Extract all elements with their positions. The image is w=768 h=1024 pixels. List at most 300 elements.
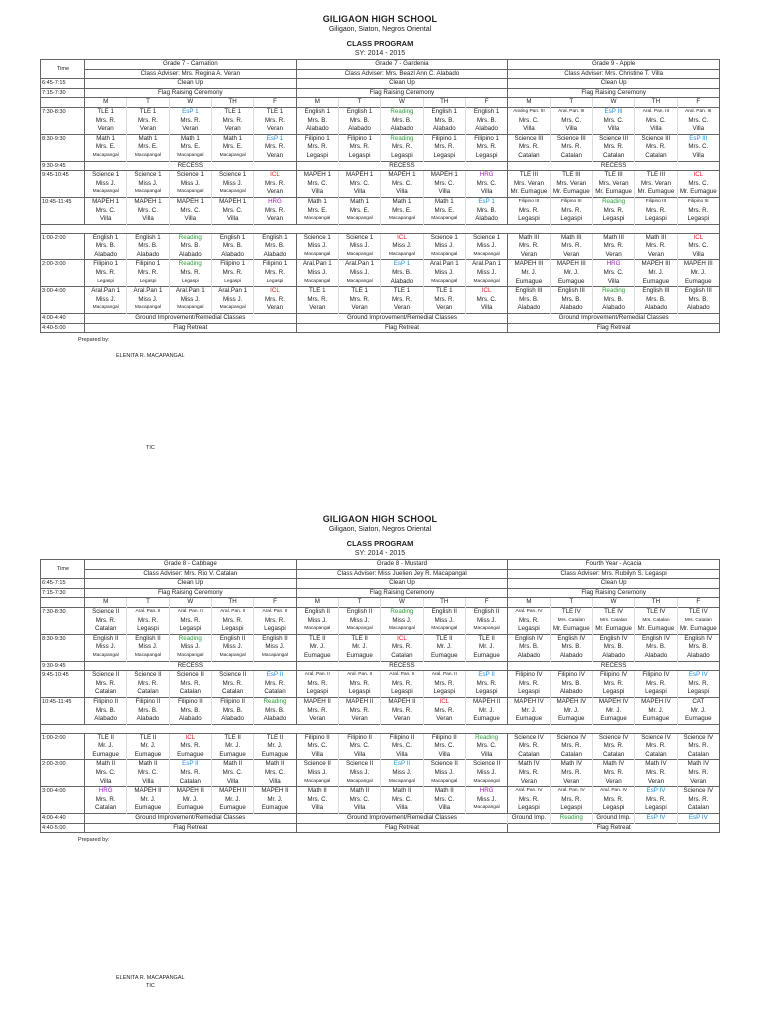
teacher-cell: Macapangal — [381, 625, 423, 634]
teacher-cell: Mrs. B. — [465, 207, 507, 216]
subject-cell: Science IV — [677, 787, 719, 796]
subject-cell: English II — [127, 634, 169, 643]
day-label: TH — [211, 98, 253, 108]
teacher-cell: Miss J. — [338, 617, 380, 626]
teacher-cell: Eumague — [677, 715, 719, 724]
subject-cell: Aral. Pan. IV — [508, 787, 550, 796]
teacher-cell: Legaspi — [127, 278, 169, 287]
subject-cell: Math III — [508, 233, 550, 242]
teacher-cell: Mrs. R. — [85, 617, 127, 626]
teacher-cell: Mrs. B. — [592, 643, 634, 652]
activity-cell: Ground Imp. — [592, 814, 634, 824]
program-title: CLASS PROGRAM — [346, 539, 414, 548]
time-slot — [41, 180, 85, 189]
teacher-cell: Villa — [127, 215, 169, 224]
activity-span: Flag Retreat — [508, 823, 720, 833]
teacher-cell: Mrs. C. — [381, 742, 423, 751]
teacher-cell: Alabado — [296, 125, 338, 134]
teacher-cell: Mrs. R. — [127, 617, 169, 626]
teacher-cell: Veran — [254, 304, 296, 313]
day-label: T — [127, 98, 169, 108]
teacher-cell: Mrs. Catalan — [592, 617, 634, 626]
teacher-cell: Catalan — [635, 152, 677, 161]
time-slot: 7:15-7:30 — [41, 588, 85, 598]
day-label: T — [127, 598, 169, 608]
school-name: GILIGAON HIGH SCHOOL — [322, 14, 438, 24]
teacher-cell: Mrs. C. — [592, 117, 634, 126]
teacher-cell: Mr. J. — [635, 269, 677, 278]
teacher-cell: Mr. J. — [550, 707, 592, 716]
subject-cell: MAPEH III — [508, 260, 550, 269]
time-slot: 7:15-7:30 — [41, 88, 85, 98]
teacher-cell: Alabado — [211, 251, 253, 260]
teacher-cell: Mrs. B. — [508, 296, 550, 305]
subject-cell: EsP II — [254, 671, 296, 680]
subject-cell: MAPEH IV — [635, 697, 677, 706]
subject-cell: Filipino IV — [592, 671, 634, 680]
day-label: F — [254, 598, 296, 608]
subject-cell: MAPEH II — [296, 697, 338, 706]
teacher-cell: Macapangal — [127, 652, 169, 661]
time-slot: 1:00-2:00 — [41, 733, 85, 742]
subject-cell: Reading — [381, 134, 423, 143]
subject-cell: Aral.Pan 1 — [423, 260, 465, 269]
subject-cell: Math 1 — [211, 134, 253, 143]
teacher-cell: Alabado — [592, 304, 634, 313]
day-label: F — [465, 598, 507, 608]
subject-cell: Math II — [254, 760, 296, 769]
teacher-cell: Mr. J. — [550, 269, 592, 278]
activity-cell: EsP IV — [635, 814, 677, 824]
teacher-cell: Mrs. R. — [169, 680, 211, 689]
teacher-cell: Legaspi — [465, 688, 507, 697]
teacher-cell: Macapangal — [423, 278, 465, 287]
teacher-cell: Veran — [338, 304, 380, 313]
activity-span: Flag Raising Ceremony — [296, 588, 508, 598]
day-label: F — [254, 98, 296, 108]
teacher-cell: Mrs. R. — [381, 707, 423, 716]
teacher-cell: Mrs. B. — [296, 117, 338, 126]
subject-cell: MAPEH II — [381, 697, 423, 706]
teacher-cell: Macapangal — [338, 778, 380, 787]
teacher-cell: Mrs. C. — [677, 117, 719, 126]
subject-cell: EsP II — [381, 760, 423, 769]
teacher-cell: Macapangal — [465, 804, 507, 813]
teacher-cell: Legaspi — [85, 278, 127, 287]
subject-cell: English III — [635, 287, 677, 296]
teacher-cell: Mrs. R. — [296, 707, 338, 716]
teacher-cell: Alabado — [85, 715, 127, 724]
teacher-cell: Mr. J. — [677, 269, 719, 278]
teacher-cell: Mrs. R. — [85, 796, 127, 805]
teacher-cell: Villa — [169, 215, 211, 224]
subject-cell: Filipino II — [127, 697, 169, 706]
subject-cell: Filipino 1 — [465, 134, 507, 143]
activity-span: Ground Improvement/Remedial Classes — [85, 814, 297, 824]
teacher-cell: Mrs. C. — [592, 269, 634, 278]
teacher-cell: Macapangal — [296, 251, 338, 260]
time-header: Time — [41, 560, 85, 579]
teacher-cell: Mrs. R. — [211, 617, 253, 626]
day-label: TH — [635, 598, 677, 608]
teacher-cell: Legaspi — [508, 625, 550, 634]
subject-cell: Filipino IV — [635, 671, 677, 680]
teacher-cell: Villa — [381, 804, 423, 813]
activity-cell: Ground Imp. — [508, 814, 550, 824]
teacher-cell: Mr. J. — [465, 707, 507, 716]
subject-cell: Filipino III — [550, 197, 592, 206]
teacher-cell: Mrs. R. — [254, 180, 296, 189]
teacher-cell: Mrs. B. — [381, 269, 423, 278]
subject-cell: HRG — [465, 787, 507, 796]
school-address: Giligaon, Siaton, Negros Oriental — [328, 526, 432, 533]
time-slot: 4:40-5:00 — [41, 823, 85, 833]
teacher-cell: Mrs. R. — [254, 143, 296, 152]
subject-cell: English II — [296, 607, 338, 616]
subject-cell: English II — [254, 634, 296, 643]
teacher-cell: Veran — [127, 125, 169, 134]
teacher-cell: Mrs. B. — [635, 643, 677, 652]
subject-cell: Math II — [296, 787, 338, 796]
subject-cell: Filipino III — [508, 197, 550, 206]
teacher-cell: Mrs. R. — [169, 617, 211, 626]
teacher-cell: Catalan — [85, 625, 127, 634]
teacher-cell: Alabado — [508, 304, 550, 313]
day-label: W — [381, 598, 423, 608]
teacher-cell: Macapangal — [127, 304, 169, 313]
teacher-cell: Mrs. C. — [677, 143, 719, 152]
teacher-cell: Mrs. R. — [254, 680, 296, 689]
subject-cell: TLE II — [338, 634, 380, 643]
teacher-cell: Legaspi — [592, 688, 634, 697]
subject-cell: Science III — [592, 134, 634, 143]
teacher-cell: Alabado — [254, 715, 296, 724]
subject-cell: MAPEH II — [254, 787, 296, 796]
teacher-cell: Eumague — [508, 715, 550, 724]
day-label: M — [508, 598, 550, 608]
subject-cell: TLE 1 — [423, 287, 465, 296]
teacher-cell: Villa — [592, 278, 634, 287]
teacher-cell: Macapangal — [465, 278, 507, 287]
time-slot: 8:30-9:30 — [41, 134, 85, 143]
subject-cell: MAPEH 1 — [381, 171, 423, 180]
subject-cell: Filipino 1 — [423, 134, 465, 143]
teacher-cell: Macapangal — [211, 188, 253, 197]
time-slot — [41, 304, 85, 313]
teacher-cell: Veran — [85, 125, 127, 134]
teacher-cell: Miss J. — [338, 269, 380, 278]
teacher-cell: Mrs. R. — [592, 680, 634, 689]
teacher-cell: Legaspi — [635, 804, 677, 813]
teacher-cell: Alabado — [677, 304, 719, 313]
teacher-cell: Villa — [254, 778, 296, 787]
teacher-cell: Mrs. C. — [338, 796, 380, 805]
teacher-cell: Legaspi — [592, 215, 634, 224]
teacher-cell: Miss J. — [85, 180, 127, 189]
teacher-cell: Catalan — [550, 152, 592, 161]
teacher-cell: Mrs. B. — [211, 707, 253, 716]
time-slot: 2:00-3:00 — [41, 760, 85, 769]
teacher-cell: Mrs. B. — [127, 707, 169, 716]
teacher-cell: Villa — [423, 188, 465, 197]
subject-cell: Science III — [550, 134, 592, 143]
subject-cell: MAPEH IV — [592, 697, 634, 706]
teacher-cell: Miss J. — [296, 617, 338, 626]
subject-cell: Science 1 — [423, 233, 465, 242]
teacher-cell: Catalan — [550, 751, 592, 760]
subject-cell: English IV — [550, 634, 592, 643]
teacher-cell: Macapangal — [338, 215, 380, 224]
teacher-cell: Mrs. Catalan — [677, 617, 719, 626]
time-slot — [41, 769, 85, 778]
teacher-cell: Macapangal — [127, 152, 169, 161]
teacher-cell: Miss J. — [381, 242, 423, 251]
subject-cell: Science IV — [677, 733, 719, 742]
teacher-cell: Mrs. R. — [381, 643, 423, 652]
class-adviser: Class Adviser: Mrs. Regina A. Veran — [85, 69, 297, 79]
teacher-cell: Villa — [423, 804, 465, 813]
subject-cell: Math II — [423, 787, 465, 796]
teacher-cell: Mrs. C. — [677, 242, 719, 251]
teacher-cell: Eumague — [254, 804, 296, 813]
time-slot — [41, 688, 85, 697]
subject-cell: TLE 1 — [338, 287, 380, 296]
teacher-cell: Miss J. — [465, 242, 507, 251]
class-adviser: Class Adviser: Mrs. Beazl Ann C. Alabado — [296, 69, 508, 79]
teacher-cell: Mrs. R. — [677, 742, 719, 751]
teacher-cell: Mrs. C. — [465, 296, 507, 305]
teacher-cell: Villa — [85, 215, 127, 224]
subject-cell: Math II — [127, 760, 169, 769]
section-name: Grade 8 - Cabbage — [85, 560, 297, 570]
teacher-cell: Mr. Eumague — [550, 625, 592, 634]
schedule-table — [40, 59, 720, 333]
teacher-cell: Mrs. R. — [677, 207, 719, 216]
teacher-cell: Mr. J. — [254, 742, 296, 751]
teacher-cell: Miss J. — [85, 296, 127, 305]
teacher-cell: Alabado — [338, 125, 380, 134]
teacher-cell: Legaspi — [508, 215, 550, 224]
teacher-cell: Miss J. — [338, 769, 380, 778]
teacher-cell: Mrs. B. — [423, 117, 465, 126]
subject-cell: TLE II — [254, 733, 296, 742]
subject-cell: Aral. Pan. II — [381, 671, 423, 680]
teacher-cell: Mrs. C. — [296, 742, 338, 751]
teacher-cell: Villa — [85, 778, 127, 787]
teacher-cell: Miss J. — [85, 643, 127, 652]
subject-cell: ICL — [381, 634, 423, 643]
day-label: T — [550, 98, 592, 108]
teacher-cell: Miss J. — [169, 643, 211, 652]
teacher-cell: Mr. Eumague — [635, 188, 677, 197]
day-label: F — [677, 598, 719, 608]
subject-cell: MAPEH II — [211, 787, 253, 796]
activity-span: Ground Improvement/Remedial Classes — [296, 814, 508, 824]
teacher-cell: Mrs. C. — [508, 117, 550, 126]
time-slot: 4:00-4:40 — [41, 814, 85, 824]
subject-cell: Filipino III — [677, 197, 719, 206]
subject-cell: Math IV — [677, 760, 719, 769]
teacher-cell: Macapangal — [211, 304, 253, 313]
time-slot — [41, 278, 85, 287]
time-slot: 7:30-8:30 — [41, 107, 85, 116]
teacher-cell: Miss J. — [465, 769, 507, 778]
teacher-cell: Macapangal — [127, 188, 169, 197]
subject-cell: MAPEH III — [677, 260, 719, 269]
teacher-cell: Legaspi — [169, 278, 211, 287]
teacher-cell: Mrs. C. — [211, 207, 253, 216]
subject-cell: Aral.Pan 1 — [169, 287, 211, 296]
activity-span: Clean Up — [85, 79, 297, 89]
subject-cell: Math IV — [635, 760, 677, 769]
activity-cell: EsP IV — [677, 814, 719, 824]
subject-cell: Reading — [254, 697, 296, 706]
subject-cell: Science II — [85, 671, 127, 680]
teacher-cell: Macapangal — [169, 188, 211, 197]
subject-cell: Math II — [211, 760, 253, 769]
teacher-cell: Mr. J. — [254, 796, 296, 805]
subject-cell: Math 1 — [381, 197, 423, 206]
teacher-cell: Miss J. — [169, 296, 211, 305]
teacher-cell: Macapangal — [423, 625, 465, 634]
class-adviser: Class Adviser: Miss Juelien Jey R. Macapangal — [296, 569, 508, 579]
subject-cell: MAPEH II — [127, 787, 169, 796]
teacher-cell: Veran — [338, 715, 380, 724]
teacher-cell: Mrs. R. — [211, 269, 253, 278]
teacher-cell: Mr. J. — [508, 707, 550, 716]
subject-cell: Math II — [85, 760, 127, 769]
teacher-cell: Veran — [423, 304, 465, 313]
teacher-cell: Catalan — [169, 688, 211, 697]
teacher-cell: Mrs. R. — [635, 143, 677, 152]
subject-cell: Science III — [508, 134, 550, 143]
row-gap — [41, 724, 720, 733]
teacher-cell: Mr. J. — [211, 742, 253, 751]
subject-cell: Reading — [381, 107, 423, 116]
subject-cell: Math 1 — [338, 197, 380, 206]
teacher-cell: Villa — [127, 778, 169, 787]
subject-cell: Aral. Pan. II — [423, 671, 465, 680]
subject-cell: English II — [338, 607, 380, 616]
teacher-cell: Villa — [465, 188, 507, 197]
teacher-cell: Mrs. R. — [592, 769, 634, 778]
teacher-cell: Alabado — [169, 251, 211, 260]
teacher-cell: Miss J. — [465, 269, 507, 278]
time-slot — [41, 125, 85, 134]
teacher-cell: Alabado — [85, 251, 127, 260]
teacher-cell: Mrs. R. — [254, 207, 296, 216]
subject-cell: ICL — [677, 233, 719, 242]
time-slot — [41, 242, 85, 251]
activity-span: Flag Retreat — [508, 323, 720, 333]
subject-cell: ICL — [254, 171, 296, 180]
subject-cell: Science II — [338, 760, 380, 769]
time-slot — [41, 269, 85, 278]
teacher-cell: Mrs. B. — [635, 296, 677, 305]
teacher-cell: Eumague — [465, 715, 507, 724]
subject-cell: English II — [423, 607, 465, 616]
activity-span: Flag Retreat — [296, 323, 508, 333]
subject-cell: TLE II — [423, 634, 465, 643]
subject-cell: Filipino II — [211, 697, 253, 706]
teacher-cell: Miss J. — [423, 269, 465, 278]
teacher-cell: Macapangal — [169, 152, 211, 161]
teacher-cell: Miss J. — [169, 180, 211, 189]
subject-cell: Aral. Pan. II — [169, 607, 211, 616]
subject-cell: TLE IV — [592, 607, 634, 616]
subject-cell: Science 1 — [85, 171, 127, 180]
activity-span: Flag Raising Ceremony — [85, 588, 297, 598]
time-slot — [41, 652, 85, 661]
section-name: Grade 7 - Carnation — [85, 60, 297, 70]
time-slot: 9:45-10:45 — [41, 671, 85, 680]
teacher-cell: Mrs. E. — [423, 207, 465, 216]
subject-cell: EsP IV — [635, 787, 677, 796]
teacher-cell: Mrs. Veran — [508, 180, 550, 189]
teacher-cell: Macapangal — [423, 215, 465, 224]
teacher-cell: Miss J. — [127, 296, 169, 305]
subject-cell: Science II — [169, 671, 211, 680]
teacher-cell: Mrs. R. — [254, 117, 296, 126]
subject-cell: TLE II — [127, 733, 169, 742]
teacher-cell: Mrs. B. — [550, 643, 592, 652]
teacher-cell: Mrs. C. — [677, 180, 719, 189]
subject-cell: English 1 — [85, 233, 127, 242]
subject-cell: MAPEH II — [338, 697, 380, 706]
subject-cell: Aral. Pan. II — [296, 671, 338, 680]
time-slot — [41, 680, 85, 689]
time-slot — [41, 98, 85, 108]
teacher-cell: Macapangal — [423, 251, 465, 260]
subject-cell: Reading — [592, 287, 634, 296]
class-adviser: Class Adviser: Mrs. Rio V. Catalan — [85, 569, 297, 579]
teacher-cell: Mrs. C. — [550, 117, 592, 126]
class-program-1 — [40, 14, 720, 451]
subject-cell: TLE II — [211, 733, 253, 742]
teacher-cell: Alabado — [508, 652, 550, 661]
subject-cell: ICL — [254, 287, 296, 296]
teacher-cell: Mrs. C. — [296, 796, 338, 805]
subject-cell: Science IV — [550, 733, 592, 742]
subject-cell: TLE 1 — [127, 107, 169, 116]
teacher-cell: Veran — [635, 251, 677, 260]
subject-cell: Math II — [381, 787, 423, 796]
subject-cell: ICL — [169, 733, 211, 742]
teacher-cell: Mrs. R. — [338, 707, 380, 716]
teacher-cell: Mrs. C. — [211, 769, 253, 778]
teacher-cell: Mrs. R. — [85, 117, 127, 126]
subject-cell: Aral. Pan. II — [127, 607, 169, 616]
teacher-cell: Macapangal — [85, 188, 127, 197]
teacher-cell: Mrs. C. — [85, 769, 127, 778]
subject-cell: English II — [85, 634, 127, 643]
activity-cell: Reading — [550, 814, 592, 824]
school-year: SY: 2014 - 2015 — [354, 50, 406, 57]
teacher-cell: Alabado — [381, 125, 423, 134]
teacher-cell: Veran — [550, 251, 592, 260]
teacher-cell: Mrs. B. — [85, 242, 127, 251]
subject-cell: Aral. Pan. II — [211, 607, 253, 616]
teacher-cell: Mrs. R. — [254, 269, 296, 278]
subject-cell: Aral. Pan. II — [338, 671, 380, 680]
teacher-cell: Mrs. R. — [635, 207, 677, 216]
teacher-cell: Veran — [677, 778, 719, 787]
activity-span: Clean Up — [508, 579, 720, 589]
teacher-cell: Mrs. E. — [381, 207, 423, 216]
time-slot — [41, 643, 85, 652]
subject-cell: English III — [550, 287, 592, 296]
teacher-cell: Mrs. R. — [508, 143, 550, 152]
